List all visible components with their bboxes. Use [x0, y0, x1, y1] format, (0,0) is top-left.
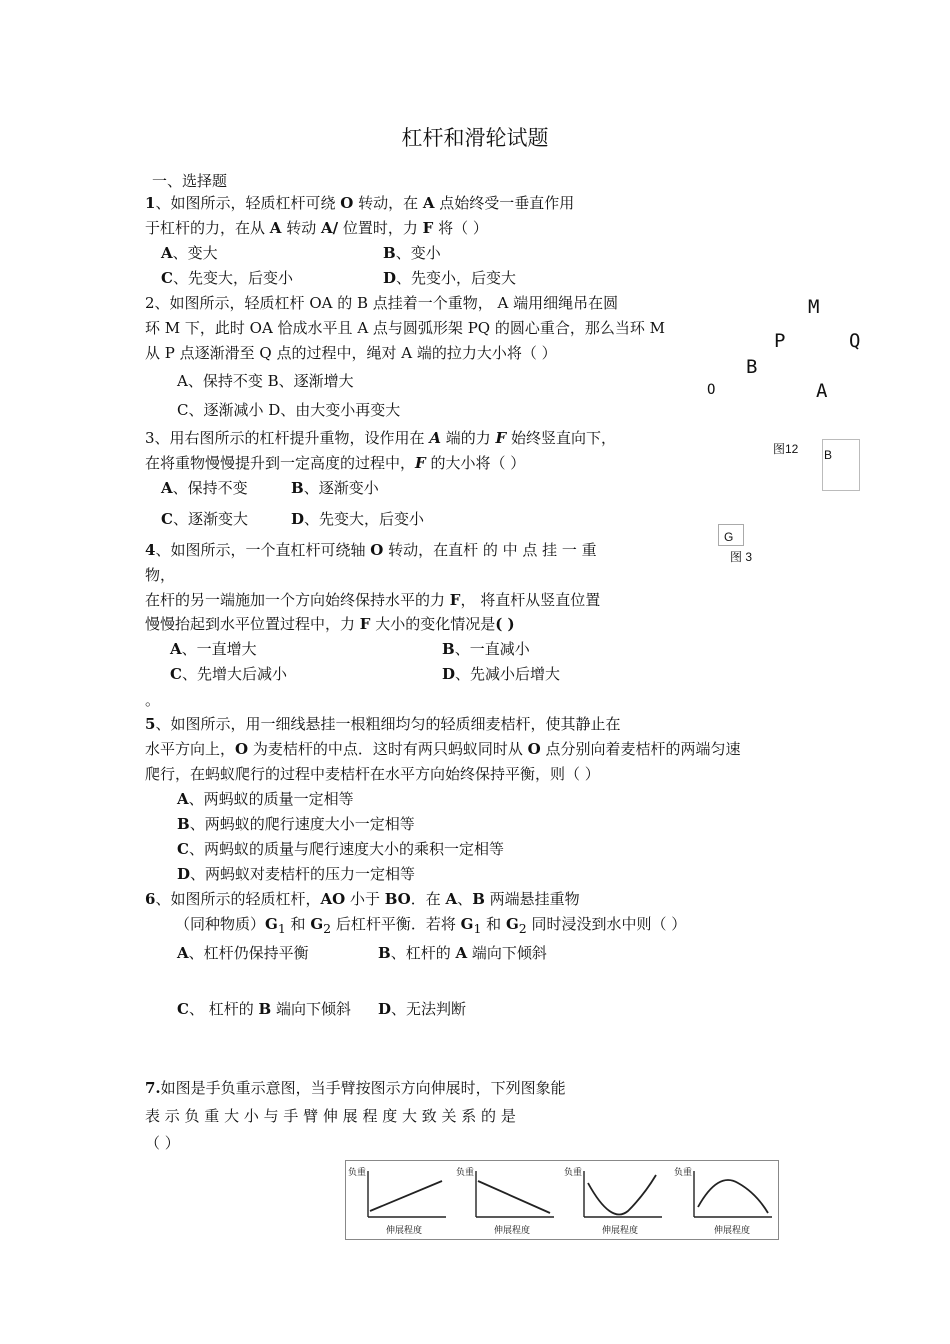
- fig2-label-p: P: [774, 330, 786, 352]
- q7-graph-a-curve: [370, 1181, 442, 1211]
- q7-graph-d-ylabel: 负重: [674, 1167, 693, 1177]
- q2-options-cd[interactable]: C、逐渐减小 D、由大变小再变大: [177, 401, 401, 419]
- q7-graph-b-curve: [478, 1181, 550, 1213]
- fig2-label-m: M: [808, 296, 820, 318]
- q4-trailing-mark: 。: [145, 691, 161, 709]
- q7-graph-b[interactable]: [476, 1171, 554, 1217]
- q5-line2: 水平方向上，O 为麦桔杆的中点．这时有两只蚂蚁同时从 O 点分别向着麦桔杆的两端匀速: [145, 740, 741, 758]
- q4-line1: 4、如图所示，一个直杠杆可绕轴 O 转动，在直杆 的 中 点 挂 一 重: [145, 541, 597, 559]
- q6-option-b[interactable]: B、杠杆的 A 端向下倾斜: [378, 944, 547, 962]
- q4-option-d[interactable]: D、先减小后增大: [442, 665, 561, 683]
- q5-line3: 爬行，在蚂蚁爬行的过程中麦桔杆在水平方向始终保持平衡，则（ ）: [145, 765, 600, 783]
- q3-option-c[interactable]: C、逐渐变大: [161, 510, 248, 528]
- fig3-label-g: G: [724, 530, 734, 544]
- q3-option-a[interactable]: A、保持不变: [161, 479, 248, 497]
- q7-graph-d-curve: [698, 1180, 768, 1213]
- q1-option-c[interactable]: C、先变大，后变小: [161, 269, 293, 287]
- page-title: 杠杆和滑轮试题: [401, 126, 549, 150]
- q4-line3: 在杆的另一端施加一个方向始终保持水平的力 F， 将直杆从竖直位置: [145, 591, 601, 609]
- q5-option-d[interactable]: D、两蚂蚁对麦桔杆的压力一定相等: [177, 865, 416, 883]
- q3-option-b[interactable]: B、逐渐变小: [291, 479, 379, 497]
- q1-line1: 1、如图所示，轻质杠杆可绕 O 转动，在 A 点始终受一垂直作用: [145, 194, 575, 212]
- q6-line1: 6、如图所示的轻质杠杆，AO 小于 BO．在 A、B 两端悬挂重物: [145, 890, 580, 908]
- q7-graph-b-ylabel: 负重: [456, 1167, 475, 1177]
- q1-option-a[interactable]: A、变大: [161, 244, 218, 262]
- q7-graph-d[interactable]: [694, 1171, 772, 1217]
- fig2-label-q: Q: [849, 330, 861, 352]
- q7-graph-c[interactable]: [584, 1171, 662, 1217]
- fig12-label-b: B: [824, 448, 833, 462]
- q1-line2: 于杠杆的力，在从 A 转动 A/ 位置时，力 F 将（ ）: [145, 219, 488, 237]
- q7-graph-c-ylabel: 负重: [564, 1167, 583, 1177]
- q7-graph-a-xlabel: 伸展程度: [386, 1225, 423, 1235]
- q4-option-b[interactable]: B、一直减小: [442, 640, 530, 658]
- q5-option-c[interactable]: C、两蚂蚁的质量与爬行速度大小的乘积一定相等: [177, 840, 504, 858]
- q3-line1: 3、用右图所示的杠杆提升重物，设作用在 A 端的力 F 始终竖直向下，: [145, 429, 616, 447]
- q2-line1: 2、如图所示，轻质杠杆 OA 的 B 点挂着一个重物， A 端用细绳吊在圆: [145, 294, 619, 312]
- fig12-caption: 图12: [773, 442, 799, 456]
- fig12-box: [822, 439, 860, 491]
- q7-line2: 表 示 负 重 大 小 与 手 臂 伸 展 程 度 大 致 关 系 的 是: [145, 1107, 516, 1125]
- q1-option-d[interactable]: D、先变小，后变大: [383, 269, 517, 287]
- q3-line2: 在将重物慢慢提升到一定高度的过程中，F 的大小将（ ）: [145, 454, 526, 472]
- q2-line2: 环 M 下，此时 OA 恰成水平且 A 点与圆弧形架 PQ 的圆心重合，那么当环 M: [145, 319, 665, 337]
- q3-option-d[interactable]: D、先变大，后变小: [291, 510, 425, 528]
- q7-graph-d-xlabel: 伸展程度: [714, 1225, 751, 1235]
- q7-graph-c-xlabel: 伸展程度: [602, 1225, 639, 1235]
- fig3-caption: 图 3: [730, 550, 753, 564]
- q4-line2: 物，: [145, 566, 176, 584]
- q5-line1: 5、如图所示，用一细线悬挂一根粗细均匀的轻质细麦桔杆，使其静止在: [145, 715, 621, 733]
- q4-option-c[interactable]: C、先增大后减小: [170, 665, 287, 683]
- q6-option-a[interactable]: A、杠杆仍保持平衡: [177, 944, 309, 962]
- q7-graph-c-curve: [588, 1175, 656, 1215]
- q5-option-b[interactable]: B、两蚂蚁的爬行速度大小一定相等: [177, 815, 415, 833]
- fig2-label-b: B: [746, 356, 758, 378]
- q1-option-b[interactable]: B、变小: [383, 244, 441, 262]
- q7-graph-a-ylabel: 负重: [348, 1167, 367, 1177]
- q6-line2: （同种物质）$G_1$ 和 $G_2$ 后杠杆平衡．若将 $G_1$ 和 $G_2$ 同时浸没到水中则（ ）: [175, 915, 687, 936]
- fig2-label-o: O: [707, 382, 716, 398]
- section-heading: 一、选择题: [152, 172, 228, 190]
- q7-graph-b-xlabel: 伸展程度: [494, 1225, 531, 1235]
- q7-graph-a[interactable]: [368, 1171, 446, 1217]
- q5-option-a[interactable]: A、两蚂蚁的质量一定相等: [177, 790, 354, 808]
- q6-option-c[interactable]: C、 杠杆的 B 端向下倾斜: [177, 1000, 351, 1018]
- q4-line4: 慢慢抬起到水平位置过程中，力 F 大小的变化情况是( ): [145, 615, 515, 633]
- q2-options-ab[interactable]: A、保持不变 B、逐渐增大: [177, 372, 354, 390]
- q7-line1: 7.如图是手负重示意图，当手臂按图示方向伸展时，下列图象能: [145, 1079, 566, 1097]
- q6-option-d[interactable]: D、无法判断: [378, 1000, 467, 1018]
- q7-line3: （ ）: [145, 1134, 180, 1152]
- q4-option-a[interactable]: A、一直增大: [170, 640, 257, 658]
- q7-graphs-svg: [346, 1161, 778, 1239]
- q2-line3: 从 P 点逐渐滑至 Q 点的过程中，绳对 A 端的拉力大小将（ ）: [145, 344, 557, 362]
- fig2-label-a: A: [816, 380, 828, 402]
- q7-graph-options: [345, 1160, 779, 1240]
